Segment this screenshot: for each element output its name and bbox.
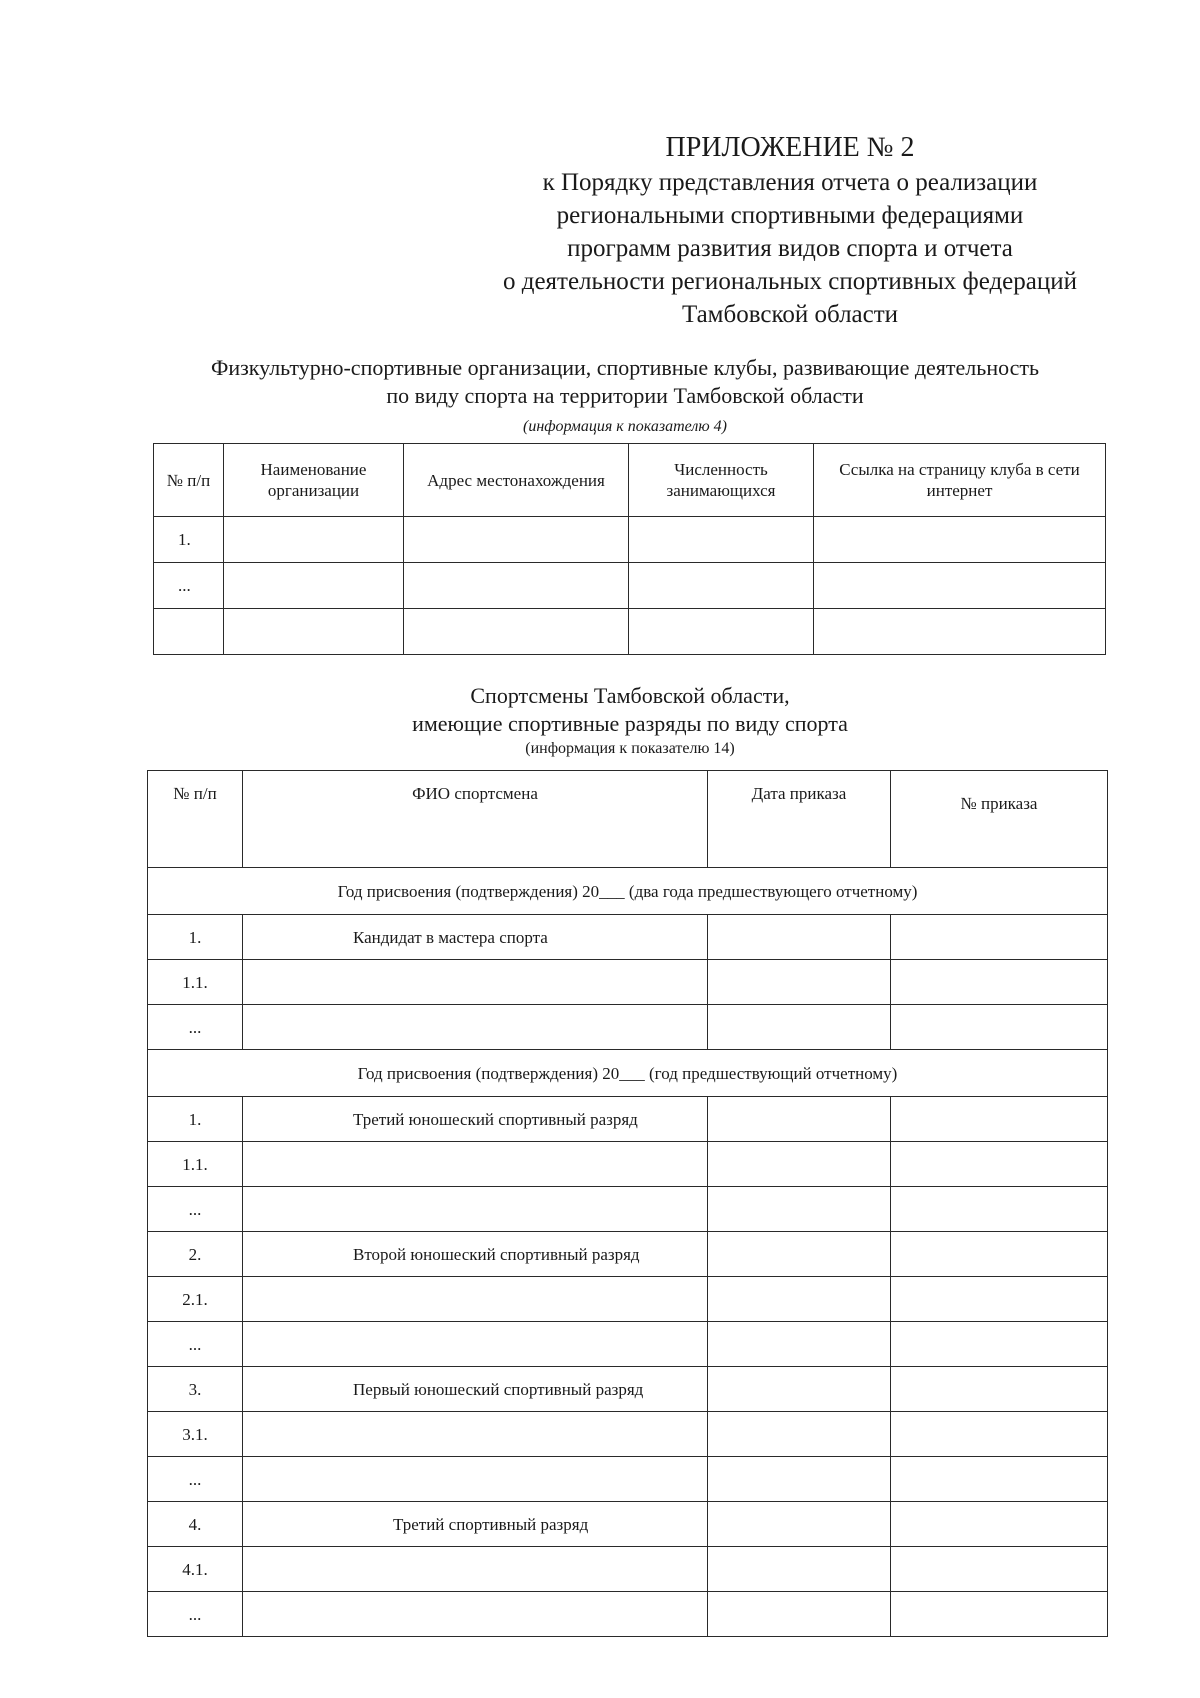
table-cell xyxy=(708,1412,891,1457)
table-cell xyxy=(891,1322,1108,1367)
row-number: 3. xyxy=(148,1367,243,1412)
rank-label: Кандидат в мастера спорта xyxy=(243,915,708,960)
table-cell xyxy=(708,915,891,960)
table-cell xyxy=(629,563,814,609)
header-order-number: № приказа xyxy=(891,771,1108,868)
table-cell xyxy=(891,1005,1108,1050)
table-cell xyxy=(814,609,1106,655)
table-cell xyxy=(243,1277,708,1322)
table-row xyxy=(148,1097,1108,1142)
row-number: ... xyxy=(148,1187,243,1232)
header-athlete-name: ФИО спортсмена xyxy=(243,771,708,868)
table-cell xyxy=(891,1142,1108,1187)
table-row xyxy=(148,1322,1108,1367)
table-cell xyxy=(708,1097,891,1142)
table-cell xyxy=(708,1457,891,1502)
table-row xyxy=(148,1547,1108,1592)
annex-line: о деятельности региональных спортивных федераций xyxy=(502,268,1078,295)
table-cell xyxy=(243,1547,708,1592)
annex-line: к Порядку представления отчета о реализации xyxy=(542,169,1038,196)
table-row xyxy=(148,1457,1108,1502)
table-row xyxy=(148,1412,1108,1457)
table-cell xyxy=(708,1367,891,1412)
table-cell xyxy=(404,609,629,655)
table-cell xyxy=(891,1277,1108,1322)
section2-note: (информация к показателю 14) xyxy=(525,740,735,757)
row-number xyxy=(154,609,224,655)
header-members-count: Численность занимающихся xyxy=(629,444,814,517)
table-row xyxy=(148,1232,1108,1277)
table-cell xyxy=(708,1502,891,1547)
organizations-table xyxy=(153,443,1106,655)
rank-label: Второй юношеский спортивный разряд xyxy=(243,1232,708,1277)
table-header-row xyxy=(148,771,1108,868)
annex-line: региональными спортивными федерациями xyxy=(556,202,1024,229)
row-number: 1.1. xyxy=(148,960,243,1005)
header-number: № п/п xyxy=(148,771,243,868)
header-address: Адрес местонахождения xyxy=(404,444,629,517)
rank-label: Третий юношеский спортивный разряд xyxy=(243,1097,708,1142)
table-cell xyxy=(891,1187,1108,1232)
table-row xyxy=(148,960,1108,1005)
row-number: 1.1. xyxy=(148,1142,243,1187)
table-cell xyxy=(891,1367,1108,1412)
table-cell xyxy=(708,960,891,1005)
table-cell xyxy=(243,960,708,1005)
table-row xyxy=(154,517,1106,563)
table-row xyxy=(148,1142,1108,1187)
row-number: 1. xyxy=(148,915,243,960)
annex-line: программ развития видов спорта и отчета xyxy=(567,235,1013,262)
year-row xyxy=(148,868,1108,915)
table-row xyxy=(148,1592,1108,1637)
row-number: 1. xyxy=(154,517,224,563)
table-cell xyxy=(891,1592,1108,1637)
table-header-row xyxy=(154,444,1106,517)
row-number: 4.1. xyxy=(148,1547,243,1592)
table-cell xyxy=(814,517,1106,563)
year-heading: Год присвоения (подтверждения) 20___ (год предшествующий отчетному) xyxy=(148,1050,1108,1097)
table-cell xyxy=(404,517,629,563)
row-number: ... xyxy=(148,1592,243,1637)
table-row xyxy=(148,1187,1108,1232)
table-cell xyxy=(708,1232,891,1277)
section1-title: Физкультурно-спортивные организации, спортивные клубы, развивающие деятельность по виду спорта на территории Тамбовской области xyxy=(210,355,1040,408)
annex-title: ПРИЛОЖЕНИЕ № 2 xyxy=(665,132,915,163)
table-cell xyxy=(243,1322,708,1367)
table-cell xyxy=(708,1547,891,1592)
header-club-link: Ссылка на страницу клуба в сети интернет xyxy=(814,444,1106,517)
table-cell xyxy=(243,1592,708,1637)
table-cell xyxy=(891,1547,1108,1592)
table-row xyxy=(148,1502,1108,1547)
table-cell xyxy=(891,960,1108,1005)
table-row xyxy=(148,1005,1108,1050)
row-number: 2. xyxy=(148,1232,243,1277)
table-cell xyxy=(891,1097,1108,1142)
table-cell xyxy=(243,1457,708,1502)
annex-header xyxy=(440,130,1140,331)
table-cell xyxy=(891,1232,1108,1277)
table-row xyxy=(148,1367,1108,1412)
table-cell xyxy=(891,915,1108,960)
table-cell xyxy=(243,1142,708,1187)
row-number: ... xyxy=(148,1005,243,1050)
table-cell xyxy=(708,1322,891,1367)
table-row xyxy=(154,563,1106,609)
table-cell xyxy=(708,1187,891,1232)
rank-label: Третий спортивный разряд xyxy=(243,1502,708,1547)
row-number: ... xyxy=(154,563,224,609)
table-cell xyxy=(891,1457,1108,1502)
table-row xyxy=(154,609,1106,655)
table-row xyxy=(148,915,1108,960)
section1-note: (информация к показателю 4) xyxy=(523,418,727,435)
table-cell xyxy=(243,1005,708,1050)
year-row xyxy=(148,1050,1108,1097)
table-cell xyxy=(708,1142,891,1187)
table-cell xyxy=(814,563,1106,609)
table-cell xyxy=(891,1502,1108,1547)
row-number: ... xyxy=(148,1322,243,1367)
header-order-date: Дата приказа xyxy=(708,771,891,868)
table-cell xyxy=(224,563,404,609)
athletes-table xyxy=(147,770,1108,1637)
table-cell xyxy=(224,609,404,655)
row-number: 1. xyxy=(148,1097,243,1142)
section2-title: Спортсмены Тамбовской области, имеющие спортивные разряды по виду спорта xyxy=(412,683,848,736)
table-cell xyxy=(404,563,629,609)
table-cell xyxy=(629,517,814,563)
rank-label: Первый юношеский спортивный разряд xyxy=(243,1367,708,1412)
table-cell xyxy=(708,1005,891,1050)
row-number: ... xyxy=(148,1457,243,1502)
header-number: № п/п xyxy=(154,444,224,517)
header-org-name: Наименование организации xyxy=(224,444,404,517)
table-cell xyxy=(891,1412,1108,1457)
row-number: 2.1. xyxy=(148,1277,243,1322)
table-cell xyxy=(629,609,814,655)
annex-line: Тамбовской области xyxy=(681,301,899,328)
table-row xyxy=(148,1277,1108,1322)
row-number: 4. xyxy=(148,1502,243,1547)
table-cell xyxy=(243,1187,708,1232)
row-number: 3.1. xyxy=(148,1412,243,1457)
table-cell xyxy=(224,517,404,563)
table-cell xyxy=(708,1592,891,1637)
table-cell xyxy=(708,1277,891,1322)
year-heading: Год присвоения (подтверждения) 20___ (два года предшествующего отчетному) xyxy=(148,868,1108,915)
table-cell xyxy=(243,1412,708,1457)
